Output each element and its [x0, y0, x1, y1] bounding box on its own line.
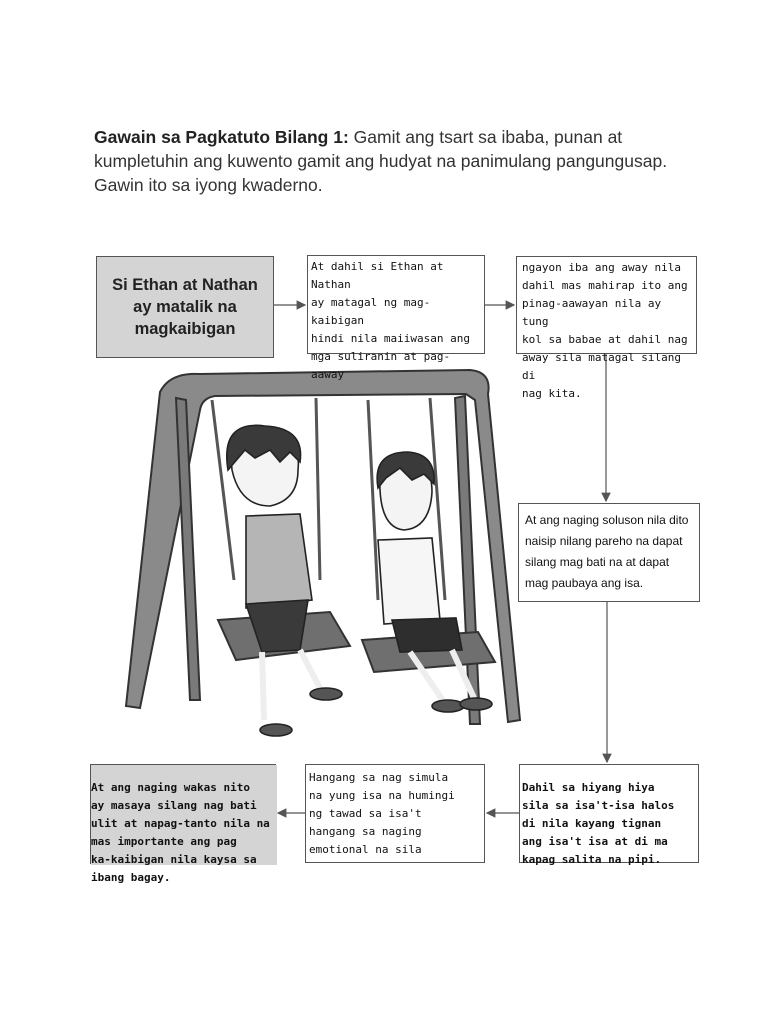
activity-body: Gamit ang tsart sa ibaba, punan at kumpletuhin ang kuwento gamit ang hudyat na panimulang pangungusap. Gawin ito sa iyong kwaderno. [94, 127, 668, 195]
flow-box-6 [305, 764, 485, 863]
flow-box-2-text: At dahil si Ethan at Nathan ay matagal ng mag-kaibigan hindi nila maiiwasan ang mga suliranin at pag-aaway [311, 260, 470, 381]
flow-box-4 [518, 503, 700, 602]
flow-box-7-text: At ang naging wakas nito ay masaya silang nag bati ulit at napag-tanto nila na mas importante ang pag ka-kaibigan nila kaysa sa ibang bagay. [91, 781, 270, 884]
boy-left [227, 425, 342, 736]
flow-box-3-text: ngayon iba ang away nila dahil mas mahirap ito ang pinag-aawayan nila ay tung kol sa babae at dahil nag away sila matagal silang di nag kita. [522, 261, 688, 400]
flow-box-1 [96, 256, 274, 358]
flow-box-5-text: Dahil sa hiyang hiya sila sa isa't-isa halos di nila kayang tignan ang isa't isa at di ma kapag salita na pipi. [522, 781, 675, 866]
flow-box-3 [516, 256, 697, 400]
flow-box-5 [519, 764, 699, 866]
swing-illustration [126, 370, 520, 736]
flow-box-4-text: At ang naging soluson nila dito naisip nilang pareho na dapat silang mag bati na at dapat mag paubaya ang isa. [525, 513, 689, 590]
activity-heading: Gawain sa Pagkatuto Bilang 1: [94, 127, 349, 147]
flow-box-7 [90, 764, 276, 884]
flow-box-6-text: Hangang sa nag simula na yung isa na humingi ng tawad sa isa't hangang sa naging emotional na sila [309, 771, 455, 856]
flow-box-2 [307, 255, 485, 381]
flow-box-1-text: Si Ethan at Nathan ay matalik na magkaibigan [112, 276, 258, 338]
